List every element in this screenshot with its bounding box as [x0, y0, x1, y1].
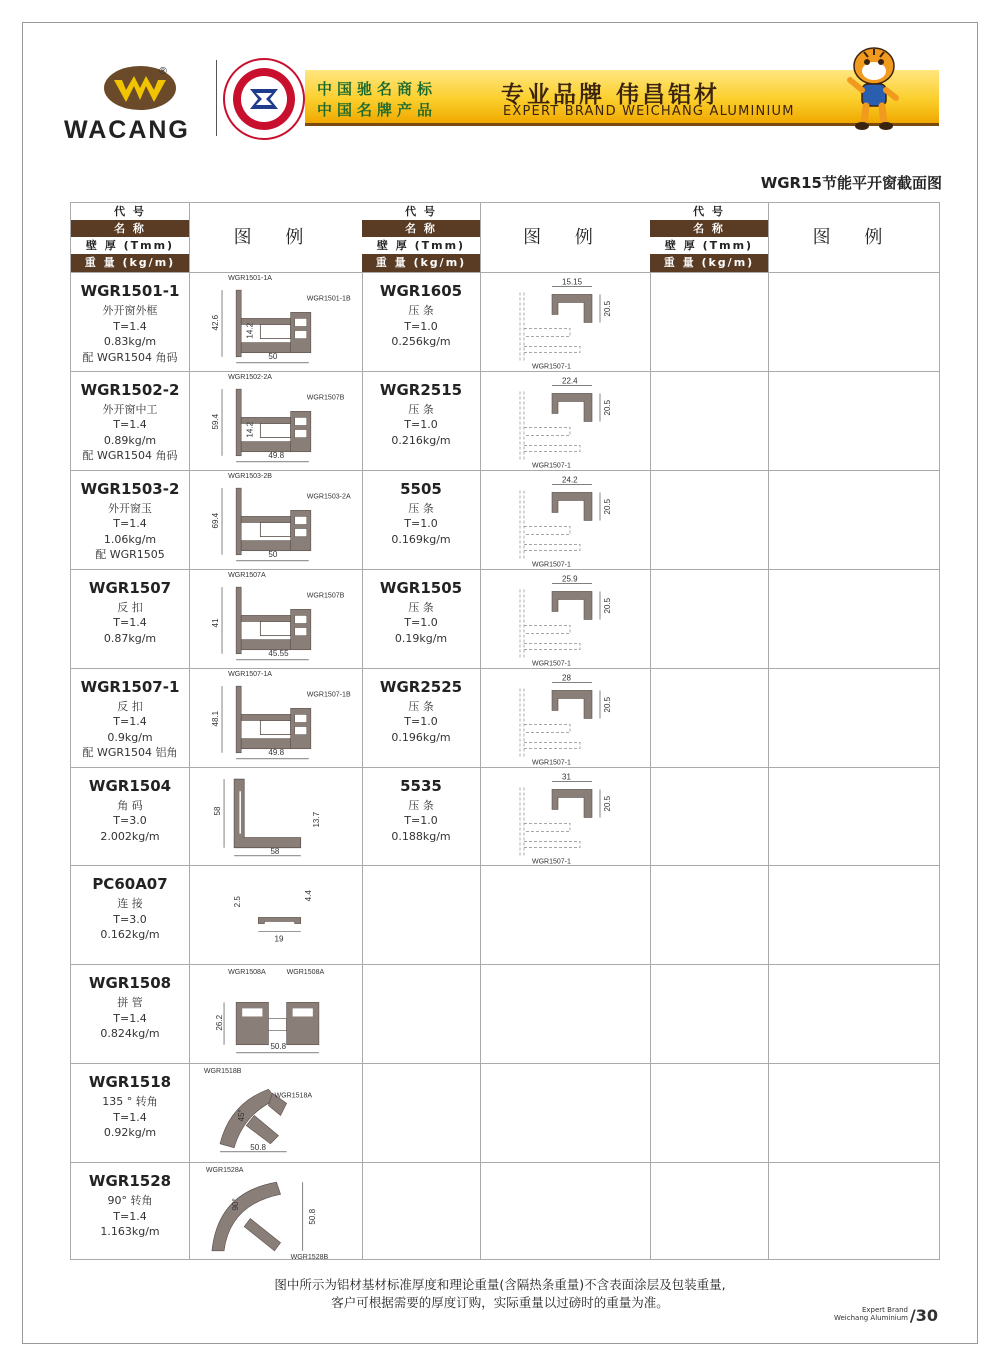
profile-drawing-shape	[520, 682, 600, 758]
profile-spec-line: 配 WGR1505	[95, 548, 165, 562]
profile-info-cell	[362, 282, 480, 350]
header-code: 代 号	[71, 203, 189, 220]
dimension-label: 45°	[237, 1109, 247, 1122]
profile-spec-line: T=1.4	[113, 1011, 147, 1025]
dimension-label: 13.7	[311, 811, 321, 828]
profile-info-cell	[71, 974, 189, 1042]
dimension-label: 50.8	[307, 1208, 317, 1225]
header-weight: 重 量 (kg/m)	[71, 254, 189, 272]
dimension-label: 25.9	[562, 574, 578, 584]
dimension-label: 22.4	[562, 376, 578, 386]
dimension-label: 41	[210, 618, 220, 628]
profile-drawing	[189, 371, 362, 470]
profile-spec-line: T=1.4	[113, 517, 147, 531]
profile-code: WGR1501-1	[80, 282, 180, 300]
table-header-col3	[650, 203, 768, 272]
profile-drawing	[480, 371, 650, 470]
profile-spec-line: T=1.4	[113, 715, 147, 729]
profile-spec-line: 配 WGR1504 铝角	[82, 746, 178, 760]
page-title: WGR15节能平开窗截面图	[760, 174, 942, 192]
profile-code: WGR1507	[88, 578, 172, 597]
header-illustration: 图 例	[812, 227, 897, 248]
dimension-label: 19	[274, 935, 284, 945]
dimension-label: 24.2	[562, 475, 578, 485]
profile-code: WGR1507-1	[80, 677, 180, 696]
dimension-label: WGR1508A	[228, 969, 266, 977]
profile-info-cell	[362, 777, 480, 845]
dimension-label: 15.15	[562, 277, 583, 287]
dimension-label: WGR1507B	[306, 394, 345, 402]
profile-drawing-shape	[520, 286, 600, 362]
profile-info-cell	[362, 678, 480, 746]
header-thickness: 壁 厚 (Tmm)	[71, 237, 189, 254]
profile-code: WGR1605	[379, 282, 463, 300]
profile-drawing	[480, 470, 650, 569]
dimension-label: WGR1508A	[286, 969, 325, 977]
profile-spec-line: 连 接	[117, 897, 143, 911]
header-illustration: 图 例	[523, 227, 607, 248]
profile-code: WGR1528	[88, 1172, 172, 1191]
profile-info-cell	[71, 480, 189, 563]
dimension-label: 4.4	[303, 890, 313, 902]
dimension-label: 26.2	[215, 1015, 225, 1031]
page-brand-line2: Weichang Aluminium	[833, 1314, 908, 1322]
dimension-label: WGR1507-1	[532, 759, 571, 767]
dimension-label: 50	[268, 549, 278, 559]
profile-spec-line: 0.824kg/m	[100, 1027, 160, 1041]
dimension-label: WGR1518A	[274, 1092, 313, 1100]
profile-spec-line: T=1.0	[404, 418, 438, 432]
dimension-label: 49.8	[268, 450, 285, 460]
dimension-label: WGR1507-1B	[306, 690, 351, 698]
profile-spec-line: T=1.4	[113, 616, 147, 630]
profile-spec-line: 0.19kg/m	[394, 631, 448, 645]
profile-spec-line: 反 扣	[117, 699, 143, 713]
profile-drawing	[189, 1162, 362, 1261]
banner-line2: 中国名牌产品	[317, 101, 438, 119]
header-code: 代 号	[362, 203, 480, 220]
header-name: 名 称	[650, 220, 768, 237]
profile-code: WGR1503-2	[80, 479, 180, 498]
profile-spec-line: 0.89kg/m	[103, 433, 157, 447]
profile-spec-line: T=1.0	[404, 616, 438, 630]
profile-spec-line: 压 条	[408, 304, 434, 317]
profile-spec-line: 0.9kg/m	[107, 730, 153, 744]
profile-spec-line: 配 WGR1504 角码	[82, 350, 178, 364]
dimension-label: 31	[562, 771, 571, 781]
header-weight: 重 量 (kg/m)	[650, 254, 768, 272]
profile-spec-line: 反 扣	[117, 600, 143, 614]
wacang-logo-icon	[100, 62, 180, 114]
dimension-label: WGR1501-1B	[306, 295, 351, 303]
banner-title: 专业品牌 伟昌铝材	[501, 82, 721, 108]
dimension-label: 58	[270, 846, 280, 856]
header-divider	[216, 60, 217, 136]
dimension-label: 45.55	[268, 648, 289, 658]
profile-code: WGR1518	[88, 1073, 172, 1092]
dimension-label: WGR1528B	[290, 1253, 329, 1261]
profile-info-cell	[71, 579, 189, 647]
dimension-label: WGR1507-1	[532, 857, 571, 865]
profile-spec-line: 外开窗外框	[102, 304, 158, 317]
header-name: 名 称	[71, 220, 189, 237]
table-header-col2	[362, 203, 480, 272]
profile-drawing	[189, 272, 362, 371]
dimension-label: 20.5	[603, 597, 612, 614]
profile-table	[70, 202, 940, 1260]
dimension-label: 59.4	[210, 413, 220, 430]
profile-spec-line: T=1.0	[404, 319, 438, 333]
profile-spec-line: T=1.4	[113, 319, 147, 333]
profile-code: WGR1504	[88, 776, 172, 795]
profile-spec-line: 0.162kg/m	[100, 928, 160, 942]
profile-spec-line: T=1.0	[404, 715, 438, 729]
page-number: /30	[909, 1306, 938, 1325]
profile-info-cell	[71, 282, 189, 365]
profile-spec-line: 0.256kg/m	[391, 335, 451, 348]
dimension-label: 20.5	[603, 696, 612, 713]
profile-code: WGR2525	[379, 677, 463, 696]
footnote-line2: 客户可根据需要的厚度订购，实际重量以过磅时的重量为准。	[331, 1295, 669, 1310]
dimension-label: WGR1507-1A	[228, 670, 272, 678]
dimension-label: 69.4	[210, 512, 220, 529]
registered-mark: ®	[158, 66, 168, 77]
table-header-col1	[71, 203, 189, 272]
profile-spec-line: T=1.0	[404, 814, 438, 827]
profile-spec-line: T=1.4	[113, 418, 147, 432]
profile-spec-line: 0.83kg/m	[103, 335, 157, 348]
profile-code: 5535	[400, 776, 442, 795]
profile-drawing	[480, 668, 650, 767]
profile-info-cell	[362, 381, 480, 449]
dimension-label: 20.5	[603, 399, 612, 416]
header-thickness: 壁 厚 (Tmm)	[650, 237, 768, 254]
profile-drawing-shape	[520, 583, 600, 659]
profile-drawing-shape	[222, 587, 311, 660]
profile-drawing	[189, 767, 362, 866]
profile-code: 5505	[400, 479, 442, 498]
dimension-label: 42.6	[210, 314, 220, 331]
dimension-label: 50	[268, 351, 278, 361]
profile-spec-line: 1.163kg/m	[100, 1225, 160, 1239]
profile-info-cell	[71, 875, 189, 943]
dimension-label: 20.5	[603, 300, 612, 317]
dimension-label: 14.2	[245, 322, 255, 339]
header-name: 名 称	[362, 220, 480, 237]
profile-code: PC60A07	[92, 875, 168, 894]
profile-spec-line: 0.87kg/m	[103, 631, 157, 645]
profile-spec-line: 外开窗中工	[102, 402, 158, 416]
profile-spec-line: 1.06kg/m	[103, 532, 157, 546]
dimension-label: WGR1507-1	[532, 363, 571, 371]
profile-drawing	[189, 569, 362, 668]
profile-info-cell	[71, 777, 189, 845]
profile-spec-line: 压 条	[408, 699, 434, 713]
china-top-brand-seal-icon	[222, 57, 306, 141]
profile-spec-line: T=1.4	[113, 1110, 147, 1124]
dimension-label: 14.2	[245, 421, 255, 438]
profile-drawing	[189, 470, 362, 569]
profile-spec-line: 0.216kg/m	[391, 433, 451, 447]
dimension-label: WGR1507-1	[532, 561, 571, 569]
dimension-label: WGR1503-2B	[228, 472, 272, 480]
profile-spec-line: 2.002kg/m	[100, 829, 160, 843]
profile-drawing-shape	[224, 779, 301, 856]
dimension-label: WGR1507-1	[532, 462, 571, 470]
profile-drawing-shape	[222, 686, 311, 759]
dimension-label: WGR1507A	[228, 571, 266, 579]
banner-subtitle: EXPERT BRAND WEICHANG ALUMINIUM	[503, 104, 795, 119]
profile-drawing-shape	[222, 290, 311, 363]
profile-spec-line: 压 条	[408, 798, 434, 812]
dimension-label: 20.5	[603, 498, 612, 515]
dimension-label: WGR1507B	[306, 591, 345, 599]
page-brand-label	[834, 1306, 908, 1322]
profile-drawing-shape	[222, 488, 311, 561]
profile-info-cell	[71, 1073, 189, 1141]
profile-spec-line: 135 ° 转角	[102, 1095, 158, 1109]
dimension-label: 49.8	[268, 747, 285, 757]
footnote-line1: 图中所示为铝材基材标准厚度和理论重量(含隔热条重量)不含表面涂层及包装重量,	[274, 1277, 726, 1292]
profile-info-cell	[362, 579, 480, 647]
profile-spec-line: 角 码	[117, 798, 143, 812]
profile-drawing	[189, 865, 362, 964]
dimension-label: 2.5	[233, 896, 243, 908]
dimension-label: WGR1502-2A	[228, 373, 272, 381]
profile-drawing-shape	[258, 918, 300, 932]
profile-drawing-shape	[212, 1182, 303, 1251]
profile-spec-line: 外开窗玉	[108, 501, 152, 515]
profile-spec-line: 压 条	[408, 402, 434, 416]
profile-spec-line: T=1.0	[404, 517, 438, 531]
profile-drawing	[189, 1063, 362, 1162]
profile-code: WGR1502-2	[80, 380, 180, 399]
profile-spec-line: 0.196kg/m	[391, 730, 451, 744]
header-weight: 重 量 (kg/m)	[362, 254, 480, 272]
header-illustration: 图 例	[233, 227, 318, 248]
profile-spec-line: 90° 转角	[107, 1194, 153, 1208]
dimension-label: WGR1501-1A	[228, 275, 272, 283]
brand-name: WACANG	[64, 116, 190, 144]
profile-drawing	[480, 767, 650, 866]
dimension-label: 28	[562, 673, 571, 683]
profile-spec-line: 拼 管	[117, 996, 143, 1010]
profile-spec-line: 压 条	[408, 600, 434, 614]
dimension-label: 50.8	[270, 1042, 287, 1052]
tiger-mascot-icon	[842, 44, 906, 132]
page-brand-line1: Expert Brand	[861, 1306, 908, 1314]
profile-spec-line: 0.169kg/m	[391, 532, 451, 546]
profile-spec-line: T=1.4	[113, 1209, 147, 1223]
profile-spec-line: 0.92kg/m	[103, 1126, 157, 1140]
profile-code: WGR1508	[88, 974, 172, 993]
profile-spec-line: 0.188kg/m	[391, 829, 451, 843]
header-thickness: 壁 厚 (Tmm)	[362, 237, 480, 254]
dimension-label: 50.8	[250, 1142, 266, 1152]
dimension-label: WGR1507-1	[532, 660, 571, 668]
profile-spec-line: T=3.0	[113, 912, 147, 926]
profile-spec-line: 配 WGR1504 角码	[82, 449, 178, 463]
profile-info-cell	[362, 480, 480, 548]
banner-line1: 中国驰名商标	[317, 80, 438, 98]
dimension-label: WGR1518B	[203, 1068, 242, 1076]
profile-drawing-shape	[222, 389, 311, 462]
dimension-label: 90°	[231, 1198, 241, 1211]
dimension-label: 58	[213, 805, 223, 815]
profile-drawing-shape	[520, 385, 600, 461]
header-code: 代 号	[650, 203, 768, 220]
profile-code: WGR1505	[379, 578, 463, 597]
profile-drawing-shape	[520, 781, 600, 857]
profile-info-cell	[71, 678, 189, 761]
dimension-label: 48.1	[210, 710, 220, 727]
dimension-label: WGR1503-2A	[306, 493, 351, 501]
profile-spec-line: 压 条	[408, 501, 434, 515]
dimension-label: 20.5	[603, 795, 612, 811]
profile-spec-line: T=3.0	[113, 814, 147, 827]
profile-info-cell	[71, 381, 189, 464]
profile-info-cell	[71, 1172, 189, 1240]
profile-drawing	[189, 964, 362, 1063]
profile-drawing	[189, 668, 362, 767]
profile-drawing	[480, 569, 650, 668]
profile-code: WGR2515	[379, 380, 463, 399]
profile-drawing-shape	[520, 484, 600, 560]
profile-drawing	[480, 272, 650, 371]
dimension-label: WGR1528A	[205, 1167, 244, 1175]
